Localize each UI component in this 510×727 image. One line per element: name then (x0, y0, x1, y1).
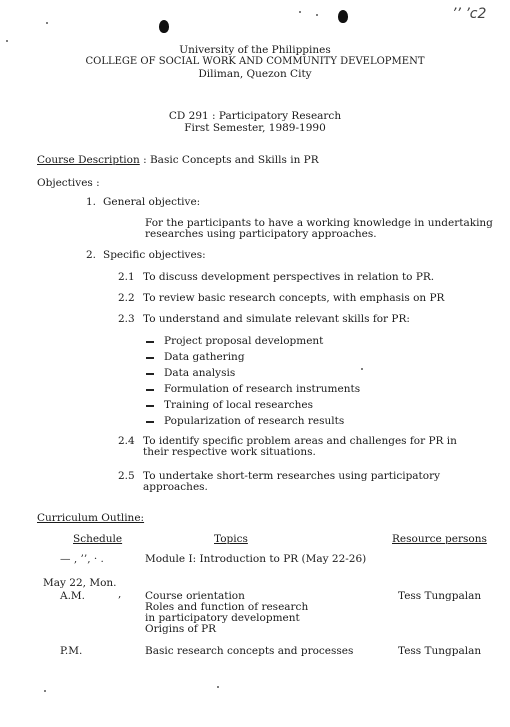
session-am-topic: Origins of PR (145, 623, 217, 635)
specific-objectives-number: 2. (86, 249, 97, 261)
session-pm-topic: Basic research concepts and processes (145, 645, 354, 657)
general-objective-text-line1: For the participants to have a working knowledge in undertaking (145, 217, 493, 229)
skill-item: Project proposal development (164, 335, 324, 347)
objective-2-4-text-line1: To identify specific problem areas and challenges for PR in (143, 435, 457, 447)
objective-2-4-number: 2.4 (118, 435, 135, 447)
objective-2-3-number: 2.3 (118, 313, 135, 325)
session-am-resource-person: Tess Tungpalan (398, 590, 482, 602)
bullet-dash (146, 405, 154, 407)
scan-speck (361, 368, 363, 370)
module-schedule-mark: — , ’’, · . (60, 553, 104, 565)
university-name: University of the Philippines (179, 44, 331, 56)
skill-item: Popularization of research results (164, 415, 345, 427)
bullet-dash (146, 341, 154, 343)
course-description (37, 154, 319, 167)
objective-2-4-text-line2: their respective work situations. (143, 446, 316, 458)
scan-speck (299, 11, 301, 13)
college-location: Diliman, Quezon City (198, 68, 312, 80)
punch-hole-right (338, 10, 348, 23)
bullet-dash (146, 389, 154, 391)
objective-2-5-text-line1: To undertake short-term researches using participatory (143, 470, 441, 482)
bullet-dash (146, 357, 154, 359)
bullet-dash (146, 421, 154, 423)
column-header-schedule: Schedule (73, 533, 123, 545)
objective-2-1-number: 2.1 (118, 271, 135, 283)
course-description-separator: : (139, 154, 150, 166)
semester: First Semester, 1989-1990 (184, 122, 326, 134)
specific-objectives-title: Specific objectives: (103, 249, 206, 261)
objective-2-2-text: To review basic research concepts, with emphasis on PR (143, 292, 445, 304)
session-time-pm: P.M. (60, 645, 83, 657)
scan-speck (6, 40, 8, 42)
column-header-topics: Topics (214, 533, 248, 545)
objective-2-1-text: To discuss development perspectives in relation to PR. (143, 271, 435, 283)
skill-item: Data analysis (164, 367, 236, 379)
scan-speck (217, 686, 219, 688)
session-mark-am: , (118, 588, 122, 600)
session-am-topic: in participatory development (145, 612, 300, 624)
scan-speck (44, 690, 46, 692)
schedule-day: May 22, Mon. (43, 577, 117, 589)
scan-speck (46, 22, 48, 24)
skill-item: Training of local researches (164, 399, 314, 411)
curriculum-outline-label: Curriculum Outline: (37, 512, 145, 524)
session-am-topic: Course orientation (145, 590, 245, 602)
general-objective-number: 1. (86, 196, 97, 208)
objective-2-2-number: 2.2 (118, 292, 135, 304)
objective-2-5-text-line2: approaches. (143, 481, 208, 493)
session-time-am: A.M. (60, 590, 86, 602)
college-name: COLLEGE OF SOCIAL WORK AND COMMUNITY DEVELOPMENT (85, 56, 425, 67)
skill-item: Formulation of research instruments (164, 383, 361, 395)
objective-2-3-text: To understand and simulate relevant skills for PR: (143, 313, 410, 325)
session-pm-resource-person: Tess Tungpalan (398, 645, 482, 657)
module-title: Module I: Introduction to PR (May 22-26) (145, 553, 367, 565)
handwritten-page-note: ’’ ’c2 (452, 6, 487, 22)
course-code-title: CD 291 : Participatory Research (168, 110, 342, 122)
objective-2-5-number: 2.5 (118, 470, 135, 482)
column-header-resource-persons: Resource persons (392, 533, 487, 545)
skill-item: Data gathering (164, 351, 245, 363)
objectives-label: Objectives : (37, 177, 100, 189)
course-description-text: Basic Concepts and Skills in PR (149, 154, 319, 166)
course-description-label: Course Description (37, 154, 140, 166)
general-objective-title: General objective: (103, 196, 201, 208)
scan-speck (316, 14, 318, 16)
punch-hole-left (159, 20, 169, 33)
general-objective-text-line2: researches using participatory approaches. (145, 228, 377, 240)
session-am-topic: Roles and function of research (145, 601, 309, 613)
bullet-dash (146, 373, 154, 375)
